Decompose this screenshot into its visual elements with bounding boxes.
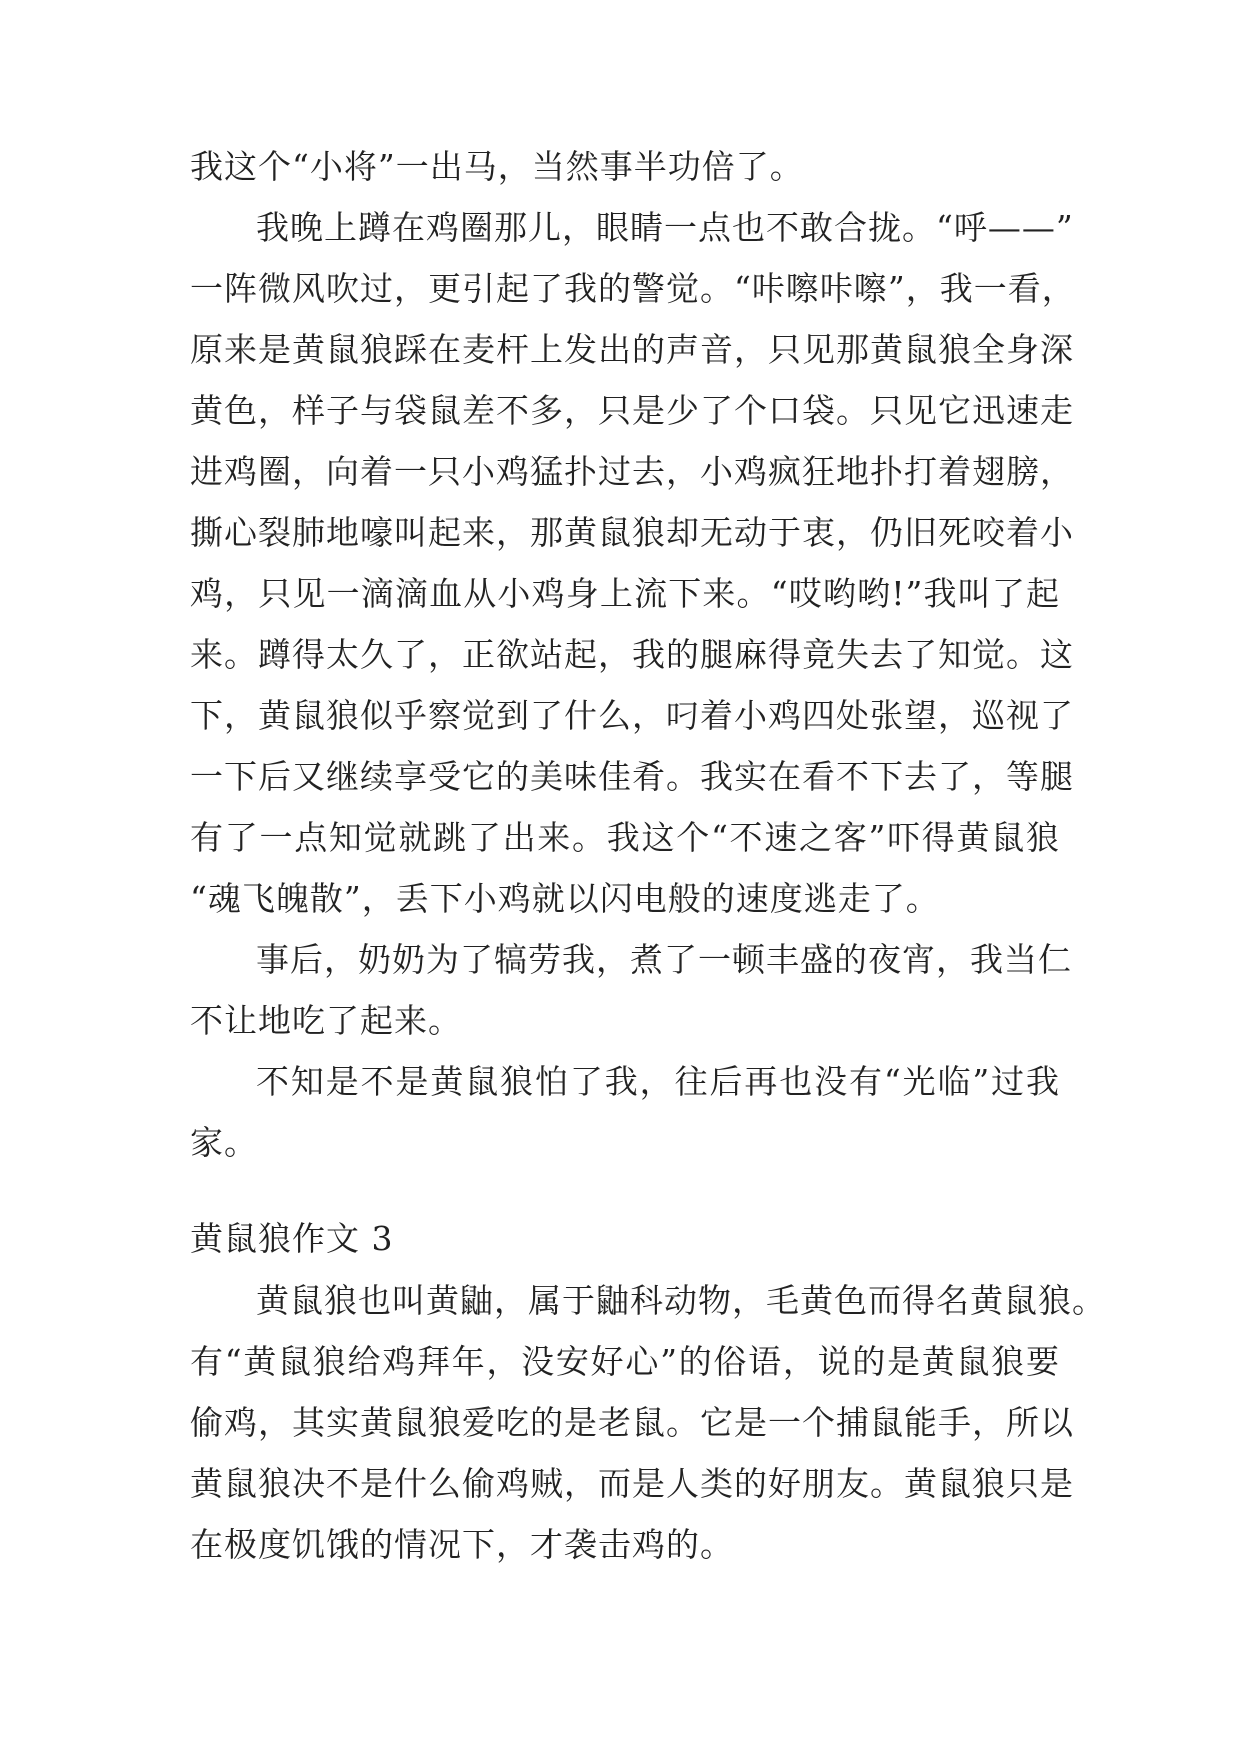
text-line: 下，黄鼠狼似乎察觉到了什么，叼着小鸡四处张望，巡视了 [190, 696, 1074, 735]
text-line: 黄色，样子与袋鼠差不多，只是少了个口袋。只见它迅速走 [190, 391, 1074, 430]
section-heading: 黄鼠狼作文 3 [190, 1219, 394, 1258]
text-line: 偷鸡，其实黄鼠狼爱吃的是老鼠。它是一个捕鼠能手，所以 [190, 1403, 1074, 1442]
text-line: 鸡，只见一滴滴血从小鸡身上流下来。“哎哟哟!”我叫了起 [190, 574, 1060, 613]
essay-body-part-1 [190, 136, 1076, 1173]
text-line: 有“黄鼠狼给鸡拜年，没安好心”的俗语，说的是黄鼠狼要 [190, 1342, 1060, 1381]
text-line: 进鸡圈，向着一只小鸡猛扑过去，小鸡疯狂地扑打着翅膀， [190, 452, 1074, 491]
text-line: 原来是黄鼠狼踩在麦杆上发出的声音，只见那黄鼠狼全身深 [190, 330, 1074, 369]
essay-body-part-2 [190, 1270, 1106, 1575]
text-line: 撕心裂肺地嚎叫起来，那黄鼠狼却无动于衷，仍旧死咬着小 [190, 513, 1074, 552]
text-line: 家。 [190, 1123, 258, 1162]
text-line: 黄鼠狼也叫黄鼬，属于鼬科动物，毛黄色而得名黄鼠狼。 [256, 1281, 1106, 1320]
text-line: 我这个“小将”一出马，当然事半功倍了。 [190, 147, 804, 186]
text-line: 有了一点知觉就跳了出来。我这个“不速之客”吓得黄鼠狼 [190, 818, 1060, 857]
text-line: 一下后又继续享受它的美味佳肴。我实在看不下去了，等腿 [190, 757, 1074, 796]
text-line: 在极度饥饿的情况下，才袭击鸡的。 [190, 1525, 734, 1564]
text-line: “魂飞魄散”，丢下小鸡就以闪电般的速度逃走了。 [190, 879, 940, 918]
text-line: 事后，奶奶为了犒劳我，煮了一顿丰盛的夜宵，我当仁 [256, 940, 1072, 979]
text-line: 我晚上蹲在鸡圈那儿，眼睛一点也不敢合拢。“呼——” [256, 208, 1074, 247]
text-line: 不让地吃了起来。 [190, 1001, 462, 1040]
text-line: 来。蹲得太久了，正欲站起，我的腿麻得竟失去了知觉。这 [190, 635, 1074, 674]
text-line: 不知是不是黄鼠狼怕了我，往后再也没有“光临”过我 [256, 1062, 1060, 1101]
text-line: 一阵微风吹过，更引起了我的警觉。“咔嚓咔嚓”，我一看， [190, 269, 1076, 308]
text-line: 黄鼠狼决不是什么偷鸡贼，而是人类的好朋友。黄鼠狼只是 [190, 1464, 1074, 1503]
